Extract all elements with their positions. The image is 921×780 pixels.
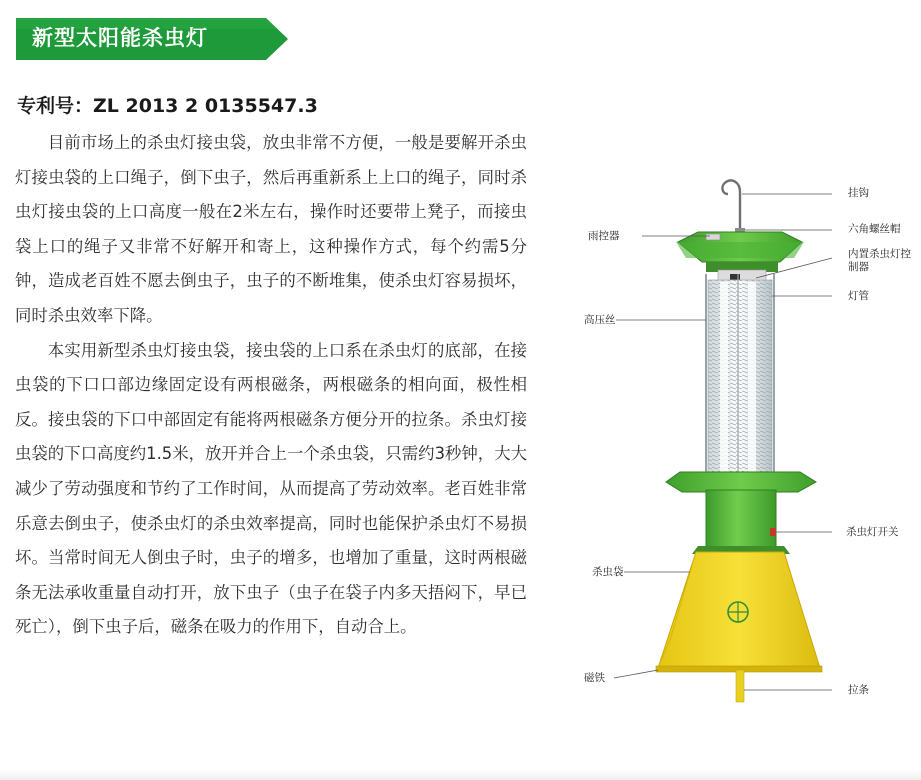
bag-icon bbox=[658, 552, 820, 668]
lamp-tube-icon bbox=[708, 280, 772, 476]
label-controller: 内置杀虫灯控制器 bbox=[848, 248, 911, 273]
label-high-voltage-wire: 高压丝 bbox=[584, 314, 616, 326]
patent-number: 专利号：ZL 2013 2 0135547.3 bbox=[17, 95, 318, 117]
paragraph-1: 目前市场上的杀虫灯接虫袋，放虫非常不方便，一般是要解开杀虫灯接虫袋的上口绳子，倒下虫子，然后再重新系上上口的绳子，同时杀虫灯接虫袋的上口高度一般在2米左右，操作时还要带上凳子，而接虫袋上口的绳子又非常不好解开和寄上，这种操作方式，每个约需5分钟，造成老百姓不愿去倒虫子，虫子的不断堆集，使杀虫灯容易损坏，同时杀虫效率下降。 bbox=[15, 133, 527, 325]
label-bag: 杀虫袋 bbox=[592, 566, 624, 578]
page-title: 新型太阳能杀虫灯 bbox=[32, 26, 208, 50]
middle-plate-icon bbox=[666, 472, 816, 492]
label-pull-strip: 拉条 bbox=[848, 684, 869, 696]
page-bottom-edge bbox=[0, 770, 921, 780]
top-cap-icon bbox=[676, 232, 804, 272]
paragraph-2: 本实用新型杀虫灯接虫袋，接虫袋的上口系在杀虫灯的底部，在接虫袋的下口口部边缘固定设有两根磁条，两根磁条的相向面，极性相反。接虫袋的下口中部固定有能将两根磁条方便分开的拉条。杀虫灯接虫袋的下口高度约1.5米，放开并合上一个杀虫袋，只需约3秒钟，大大减少了劳动强度和节约了工作时间，从而提高了劳动效率。老百姓非常乐意去倒虫子，使杀虫灯的杀虫效率提高，同时也能保护杀虫灯不易损坏。当常时间无人倒虫子时，虫子的增多，也增加了重量，这时两根磁条无法承收重量自动打开，放下虫子（虫子在袋子内多天捂闷下，早已死亡），倒下虫子后，磁条在吸力的作用下，自动合上。 bbox=[15, 340, 527, 637]
lamp-body-icon bbox=[692, 490, 790, 554]
label-magnet: 磁铁 bbox=[584, 672, 605, 684]
hook-icon bbox=[722, 180, 740, 232]
rain-controller-icon bbox=[706, 234, 720, 240]
description-text bbox=[15, 126, 527, 645]
insect-lamp-figure bbox=[580, 170, 921, 710]
label-lamp-tube: 灯管 bbox=[848, 290, 869, 302]
label-switch: 杀虫灯开关 bbox=[846, 526, 899, 538]
label-rain-controller: 雨控器 bbox=[588, 230, 620, 242]
title-banner bbox=[16, 18, 290, 60]
label-hex-nut: 六角螺丝帽 bbox=[848, 223, 901, 235]
pull-strip-icon bbox=[736, 670, 744, 702]
switch-icon bbox=[770, 528, 776, 536]
label-hook: 挂钩 bbox=[848, 187, 869, 199]
